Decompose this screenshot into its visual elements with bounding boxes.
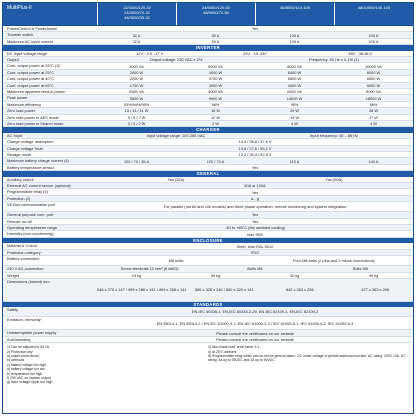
spec-value: 1700 W xyxy=(129,82,144,88)
footnote: f) 230 VAC on inverter output xyxy=(7,376,51,381)
spec-label: Cont. output power at 65°C xyxy=(7,82,54,88)
spec-values xyxy=(97,317,413,329)
spec-value: Input frequency: 45 – 65 Hz xyxy=(310,133,358,139)
model-name: 12/3000/120-32 xyxy=(122,5,152,10)
footnotes-right xyxy=(208,345,409,385)
spec-value: Screw terminals 13 mm² (6 AWG) xyxy=(120,266,179,272)
spec-label: Charge voltage 'absorption' xyxy=(7,139,55,145)
spec-label: Cont. output power at 25°C xyxy=(7,69,54,75)
spec-label: Programmable relay (5) xyxy=(7,189,48,195)
section-header-enclosure: ENCLOSURE xyxy=(3,238,413,244)
spec-value: 4 W xyxy=(370,121,377,127)
spec-values xyxy=(97,146,413,151)
footnote: b) overload xyxy=(7,358,24,363)
spec-values xyxy=(97,196,413,201)
spec-values xyxy=(97,231,413,236)
spec-value: Yes (32A) xyxy=(167,176,185,182)
footnote: d) battery voltage too low xyxy=(7,367,45,372)
spec-label: Cont. output power at 40°C xyxy=(7,76,54,82)
spec-value: 120 / 70 A xyxy=(206,158,225,164)
spec-label: Operating temperature range xyxy=(7,225,58,231)
spec-values xyxy=(97,250,413,255)
spec-values xyxy=(97,139,413,144)
spec-values xyxy=(97,83,413,88)
spec-value: Input voltage range: 187-265 VAC xyxy=(146,133,206,139)
spec-value: 8000 VA xyxy=(287,63,302,69)
spec-label: Auxiliary output xyxy=(7,176,34,182)
spec-values xyxy=(97,189,413,194)
spec-value: 3700 W xyxy=(208,76,223,82)
footnote: a) output short circuit xyxy=(7,353,39,358)
spec-label: Protection category xyxy=(7,249,41,255)
spec-values xyxy=(97,152,413,157)
footnote: 4) At 25°C ambient xyxy=(208,349,237,354)
spec-value: Output voltage: 230 VAC ± 2% xyxy=(149,57,203,63)
spec-value: 565 x 328 x 240 / 560 x 320 x 141 xyxy=(194,287,254,293)
spec-value: For parallel (not 8k and 10k models) and three phase operation, remote monitoring and system integration xyxy=(163,204,347,210)
spec-value: 10000 VA xyxy=(365,63,382,69)
spec-value: a - g xyxy=(251,196,259,202)
spec-value: 5000 VA xyxy=(208,63,223,69)
spec-values xyxy=(97,26,413,31)
datasheet-header xyxy=(3,3,413,26)
spec-row xyxy=(3,121,413,127)
spec-row xyxy=(3,279,413,302)
spec-value: 2200 W xyxy=(129,76,144,82)
spec-value: 38 W xyxy=(368,108,379,114)
spec-values xyxy=(97,133,413,138)
section-header-general: GENERAL xyxy=(3,171,413,177)
spec-row xyxy=(3,256,413,266)
spec-values xyxy=(97,76,413,81)
spec-label: Material & Colour xyxy=(7,243,38,249)
spec-values xyxy=(97,219,413,224)
model-column-2 xyxy=(176,3,255,25)
section-header-inverter: INVERTER xyxy=(3,45,413,51)
spec-value: 19 kg xyxy=(131,272,142,278)
model-column-4 xyxy=(334,3,413,25)
spec-value: 642 x 363 x 206 xyxy=(285,287,314,293)
spec-value: 6400 W xyxy=(287,70,302,76)
spec-value: 96% xyxy=(369,101,378,107)
spec-label: Battery temperature sensor xyxy=(7,164,55,170)
spec-value: Please consult the certificates on our website xyxy=(216,336,294,342)
spec-values xyxy=(97,89,413,94)
spec-value: Yes xyxy=(251,189,259,195)
spec-values xyxy=(97,212,413,217)
spec-values xyxy=(97,95,413,100)
spec-value: 14,4 / 28,8 / 57,6 V xyxy=(238,139,272,145)
spec-values xyxy=(97,115,413,120)
spec-value: max 95% xyxy=(246,231,264,237)
spec-value: 13 / 13 / 11 W xyxy=(124,108,149,114)
spec-values xyxy=(97,330,413,335)
spec-value: 32 A xyxy=(132,38,141,44)
spec-value: 42 kg xyxy=(289,272,300,278)
spec-value: 95% xyxy=(290,101,299,107)
spec-row xyxy=(3,307,413,317)
footnotes xyxy=(3,343,413,387)
spec-label: VE.Bus communication port xyxy=(7,202,56,208)
spec-value: 48V - 38-66 V xyxy=(348,50,373,56)
spec-values xyxy=(97,266,413,271)
spec-values xyxy=(97,70,413,75)
product-title: MultiPlus-II xyxy=(3,3,97,25)
spec-value: 6500 W xyxy=(366,76,381,82)
spec-value: 13,2 / 26,4 / 52,8 V xyxy=(238,152,272,158)
datasheet xyxy=(2,2,414,414)
spec-row xyxy=(3,317,413,330)
model-name: 48/5000/70-50 xyxy=(203,10,229,15)
spec-value: EN-IEC 60335-1, EN-IEC 60335-2-29, EN-IEC 62109-1, EN-IEC 62109-2 xyxy=(191,309,319,315)
spec-value: 110 A xyxy=(289,158,300,164)
spec-value: 8000 W xyxy=(366,70,381,76)
spec-label: AC Input xyxy=(7,132,23,138)
model-column-3 xyxy=(255,3,334,25)
spec-value: M8 bolts xyxy=(168,258,184,264)
spec-label: Output xyxy=(7,57,19,63)
spec-values xyxy=(97,202,413,211)
spec-label: DC Input voltage range xyxy=(7,50,48,56)
spec-values xyxy=(97,165,413,170)
spec-values xyxy=(97,102,413,107)
spec-value: 93%/94%/95% xyxy=(123,101,150,107)
spec-value: 49 kg xyxy=(368,272,379,278)
spec-label: Maximum AC input current xyxy=(7,38,53,44)
spec-value: 9 / 9 / 7 W xyxy=(127,114,146,120)
spec-value: Bolts M6 xyxy=(247,266,263,272)
spec-value: 30 kg xyxy=(210,272,221,278)
spec-value: 24V - 19–33V xyxy=(243,50,267,56)
spec-values xyxy=(97,57,413,62)
footnote: 3) Non-linear load, crest factor 3:1 xyxy=(208,345,260,350)
spec-value: 19 W xyxy=(289,114,300,120)
spec-value: 4 W xyxy=(291,121,298,127)
spec-table xyxy=(3,26,413,343)
spec-value: 8000 VA xyxy=(366,89,381,95)
spec-value: 12V - 9,5 –17 V xyxy=(136,50,164,56)
spec-value: 5000 W xyxy=(366,82,381,88)
spec-values xyxy=(97,307,413,316)
model-column-1 xyxy=(97,3,176,25)
spec-values xyxy=(97,177,413,182)
spec-value: 677 x 363 x 206 xyxy=(361,287,390,293)
spec-value: 50 A xyxy=(211,32,220,38)
spec-value: 12 W xyxy=(210,114,221,120)
spec-label: Maximum battery charge current (4) xyxy=(7,158,69,164)
spec-value: IP22 xyxy=(250,249,259,255)
section-header-charger: CHARGER xyxy=(3,127,413,133)
spec-label: Charge voltage 'float' xyxy=(7,145,44,151)
spec-row xyxy=(3,202,413,212)
spec-row xyxy=(3,39,413,45)
spec-values xyxy=(97,51,413,56)
spec-value: Yes xyxy=(251,26,259,32)
footnote: g) input voltage ripple too high xyxy=(7,380,53,385)
spec-value: Steel, blue RAL 5012 xyxy=(236,243,274,249)
spec-value: 13,8 / 27,6 / 55,2 V xyxy=(238,145,272,151)
spec-label: General purpose com. port xyxy=(7,212,54,218)
model-name: 24/3000/70-32 xyxy=(124,10,150,15)
spec-label: Battery-connection xyxy=(7,256,40,262)
spec-values xyxy=(97,279,413,301)
spec-values xyxy=(97,225,413,230)
spec-value: 4000 W xyxy=(287,82,302,88)
spec-label: Peak power xyxy=(7,95,28,101)
spec-values xyxy=(97,243,413,248)
model-name: 48/10000/140-100 xyxy=(357,5,391,10)
spec-value: 9000 W xyxy=(208,95,223,101)
spec-value: 100 A xyxy=(368,38,379,44)
spec-value: 3000 VA xyxy=(129,63,144,69)
spec-label: Transfer switch xyxy=(7,32,34,38)
spec-value: 140 A xyxy=(368,158,379,164)
spec-values xyxy=(97,121,413,126)
spec-value: 18000 W xyxy=(365,95,382,101)
spec-value: 4000 VA xyxy=(208,89,223,95)
spec-label: Weight xyxy=(7,272,20,278)
spec-value: 2 W xyxy=(212,121,219,127)
spec-value: Four M8 bolts (2 plus and 2 minus connections) xyxy=(293,258,375,264)
model-name: 24/5000/120-50 xyxy=(201,5,231,10)
footnotes-left xyxy=(7,345,208,385)
spec-values xyxy=(97,32,413,37)
spec-label: Maximum apparent feed-in power xyxy=(7,89,65,95)
spec-label: Remote on-off xyxy=(7,218,32,224)
spec-value: Yes xyxy=(251,212,259,218)
spec-row xyxy=(3,231,413,237)
spec-label: PowerControl & PowerAssist xyxy=(7,26,57,31)
footnote: 1) Can be adjusted to 60 Hz xyxy=(7,345,50,350)
spec-label: Dimensions (hxwxd) mm xyxy=(7,278,50,284)
spec-label: Uninterruptible power supply xyxy=(7,330,57,336)
spec-label: 230 V AC-connection xyxy=(7,266,44,272)
spec-values xyxy=(97,108,413,113)
spec-value: 32 A xyxy=(132,32,141,38)
spec-value: 3 / 3 / 2 W xyxy=(127,121,146,127)
spec-value: -40 to +65°C (fan assisted cooling) xyxy=(225,225,285,231)
footnote: e) temperature too high xyxy=(7,371,43,376)
spec-label: Zero load power in AES mode xyxy=(7,114,59,120)
spec-value: 27 W xyxy=(368,114,379,120)
spec-values xyxy=(97,273,413,278)
spec-value: Please consult the certificates on our website xyxy=(216,330,294,336)
spec-value: 2400 W xyxy=(129,70,144,76)
spec-values xyxy=(97,39,413,44)
spec-values xyxy=(97,158,413,163)
spec-value: Yes xyxy=(251,218,259,224)
spec-value: 100 A xyxy=(289,32,300,38)
spec-value: Frequency: 50 Hz ± 0,1% (1) xyxy=(309,57,359,63)
spec-value: 96% xyxy=(211,101,220,107)
footnote: 5) Programmable relay which can be set for general alarm, DC under voltage or genset start/stop function. AC rating: 230V / 4A, DC rating: 4A up to 35VDC and 1A up to 60VDC xyxy=(208,353,406,363)
spec-label: Zero load power in Search mode xyxy=(7,120,64,126)
spec-value: 100 A xyxy=(289,38,300,44)
spec-value: 120 / 70 / 35 A xyxy=(123,158,150,164)
spec-label: External AC current sensor (optional) xyxy=(7,183,71,189)
spec-value: 50 A xyxy=(211,38,220,44)
spec-label: Humidity (non-condensing) xyxy=(7,231,54,237)
footnote: c) battery voltage too high xyxy=(7,362,47,367)
spec-value: Bolts M6 xyxy=(352,266,368,272)
model-name: 48/8000/110-100 xyxy=(280,5,310,10)
model-name: 48/3000/35-32 xyxy=(124,15,150,20)
spec-label: Protection (2) xyxy=(7,195,31,201)
footnote: 2) Protection key: xyxy=(7,349,34,354)
spec-value: 50A or 100A xyxy=(244,183,266,189)
spec-row xyxy=(3,337,413,343)
spec-value: 5500 W xyxy=(287,76,302,82)
spec-value: Yes xyxy=(251,165,259,170)
spec-value: 18 W xyxy=(210,108,221,114)
spec-label: Safety xyxy=(7,307,19,313)
spec-value: 29 W xyxy=(289,108,300,114)
spec-value: 100 A xyxy=(368,32,379,38)
spec-row xyxy=(3,165,413,171)
spec-value: 6400 VA xyxy=(287,89,302,95)
spec-label: Storage mode xyxy=(7,152,32,158)
spec-value: 2500 VA xyxy=(129,89,144,95)
spec-label: Zero load power xyxy=(7,108,36,114)
spec-label: Emission, Immunity xyxy=(7,317,41,323)
spec-values xyxy=(97,337,413,342)
spec-values xyxy=(97,183,413,188)
spec-value: 14000 W xyxy=(286,95,303,101)
spec-label: Cont. output power at 25°C (3) xyxy=(7,63,60,69)
spec-value: 5500 W xyxy=(129,95,144,101)
section-header-standards: STANDARDS xyxy=(3,302,413,308)
spec-value: EN 55014-1, EN 55014-2 / EN-IEC 61000-3-2, EN-IEC 61000-3-3 / IEC 61000-6-1, IEC 61000-6-2, IEC 61000-6-3 xyxy=(156,320,354,326)
spec-values xyxy=(97,256,413,265)
spec-value: 4000 W xyxy=(208,70,223,76)
spec-value: 546 x 275 x 147 / 499 x 268 x 141 / 499 x 268 x 141 xyxy=(97,287,187,293)
spec-value: 3000 W xyxy=(208,82,223,88)
spec-label: Anti-islanding xyxy=(7,336,31,342)
spec-label: Maximum efficiency xyxy=(7,101,42,107)
spec-value: Yes (50A) xyxy=(325,176,343,182)
spec-values xyxy=(97,63,413,68)
